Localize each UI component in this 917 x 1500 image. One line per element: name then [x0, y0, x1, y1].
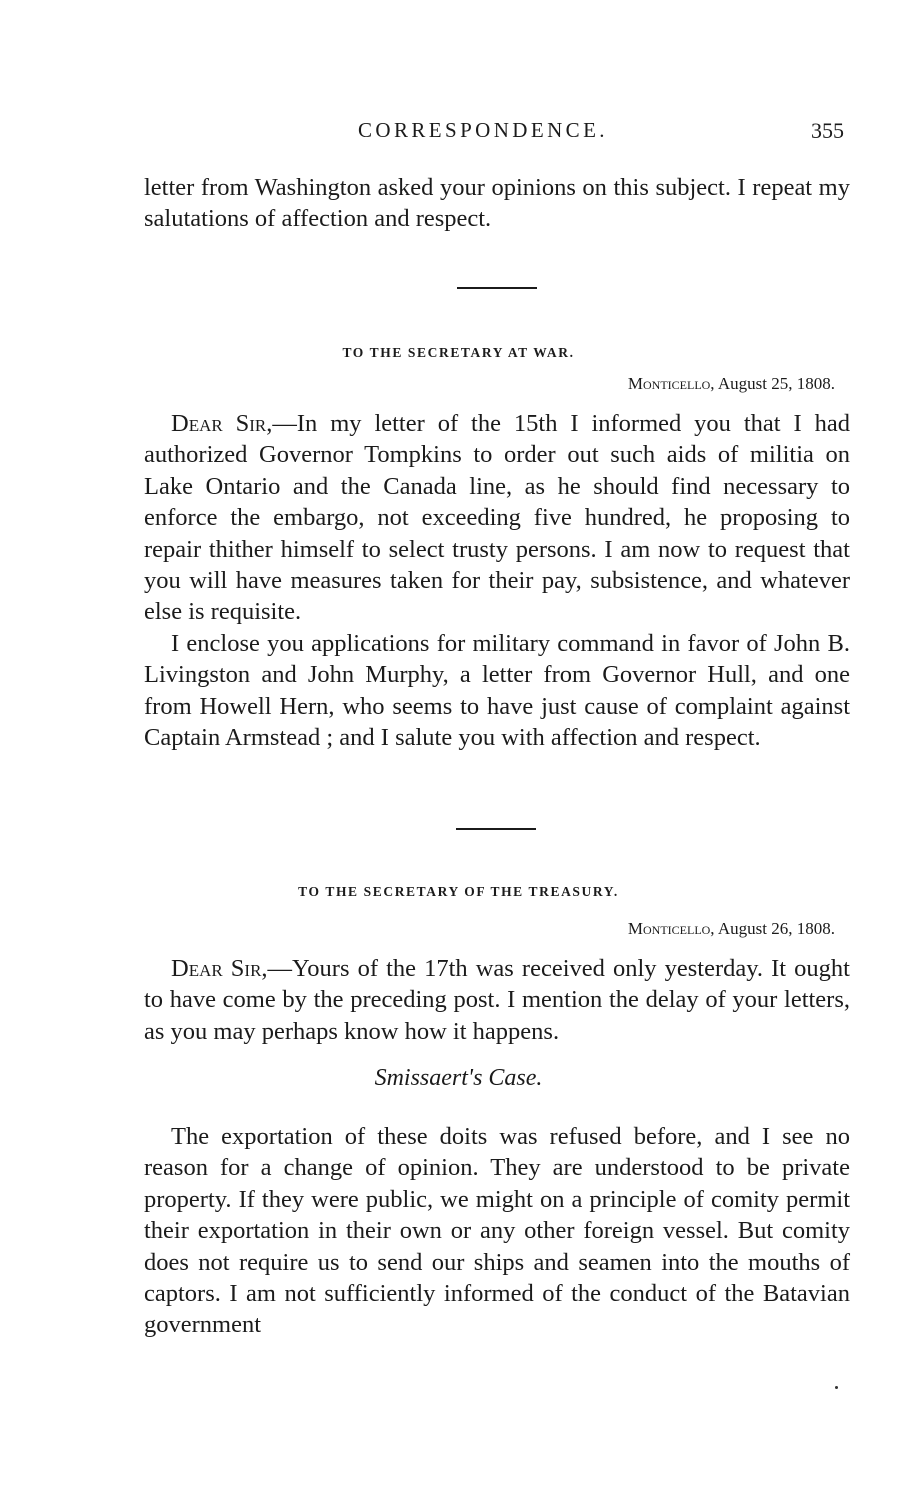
letter-body [144, 953, 850, 1047]
scan-speck [835, 1386, 838, 1389]
letter-body: I enclose you applications for military command in favor of John B. Livingston and John Murphy, a letter from Governor Hull, and one from Howell Hern, who seems to have just cause of complaint against Captain Armstead ; and I salute you with affection and respect. [144, 630, 850, 752]
dateline-date: August 25, 1808. [717, 374, 835, 393]
letter-text: —In my letter of the 15th I informed you that I had authorized Governor Tompkins to order out such aids of militia on Lake Ontario and the Canada line, as he should find necessary to enforce the embargo, not exceeding five hundred, he proposing to repair thither himself to select trusty persons. I am now to request that you will have measures taken for their pay, subsistence, and whatever else is requisite. [144, 410, 850, 626]
running-head [0, 118, 917, 148]
letter-text: —Yours of the 17th was received only yesterday. It ought to have come by the preceding post. I mention the delay of your letters, as you may perhaps know how it happens. [144, 955, 850, 1045]
opening-paragraph: letter from Washington asked your opinions on this subject. I repeat my salutations of affection and respect. [144, 174, 850, 233]
dateline [628, 919, 835, 939]
letter-body [144, 408, 850, 628]
salutation: Dear Sir, [171, 955, 268, 982]
letter-heading: TO THE SECRETARY OF THE TREASURY. [298, 884, 619, 899]
running-title: CORRESPONDENCE. [358, 118, 608, 142]
letter-heading: TO THE SECRETARY AT WAR. [342, 345, 575, 360]
section-divider [456, 828, 536, 830]
section-divider [457, 287, 537, 289]
page-number: 355 [811, 118, 844, 143]
salutation: Dear Sir, [171, 410, 273, 437]
dateline-date: August 26, 1808. [717, 919, 835, 938]
dateline [628, 374, 835, 394]
dateline-place: Monticello, [627, 919, 715, 938]
section-title: Smissaert's Case. [374, 1065, 543, 1091]
dateline-place: Monticello, [627, 374, 715, 393]
letter-body: The exportation of these doits was refused before, and I see no reason for a change of opinion. They are understood to be private property. If they were public, we might on a principle of comity permit their exportation in their own or any other foreign vessel. But comity does not require us to send our ships and seamen into the mouths of captors. I am not sufficiently informed of the conduct of the Batavian government [144, 1123, 850, 1339]
